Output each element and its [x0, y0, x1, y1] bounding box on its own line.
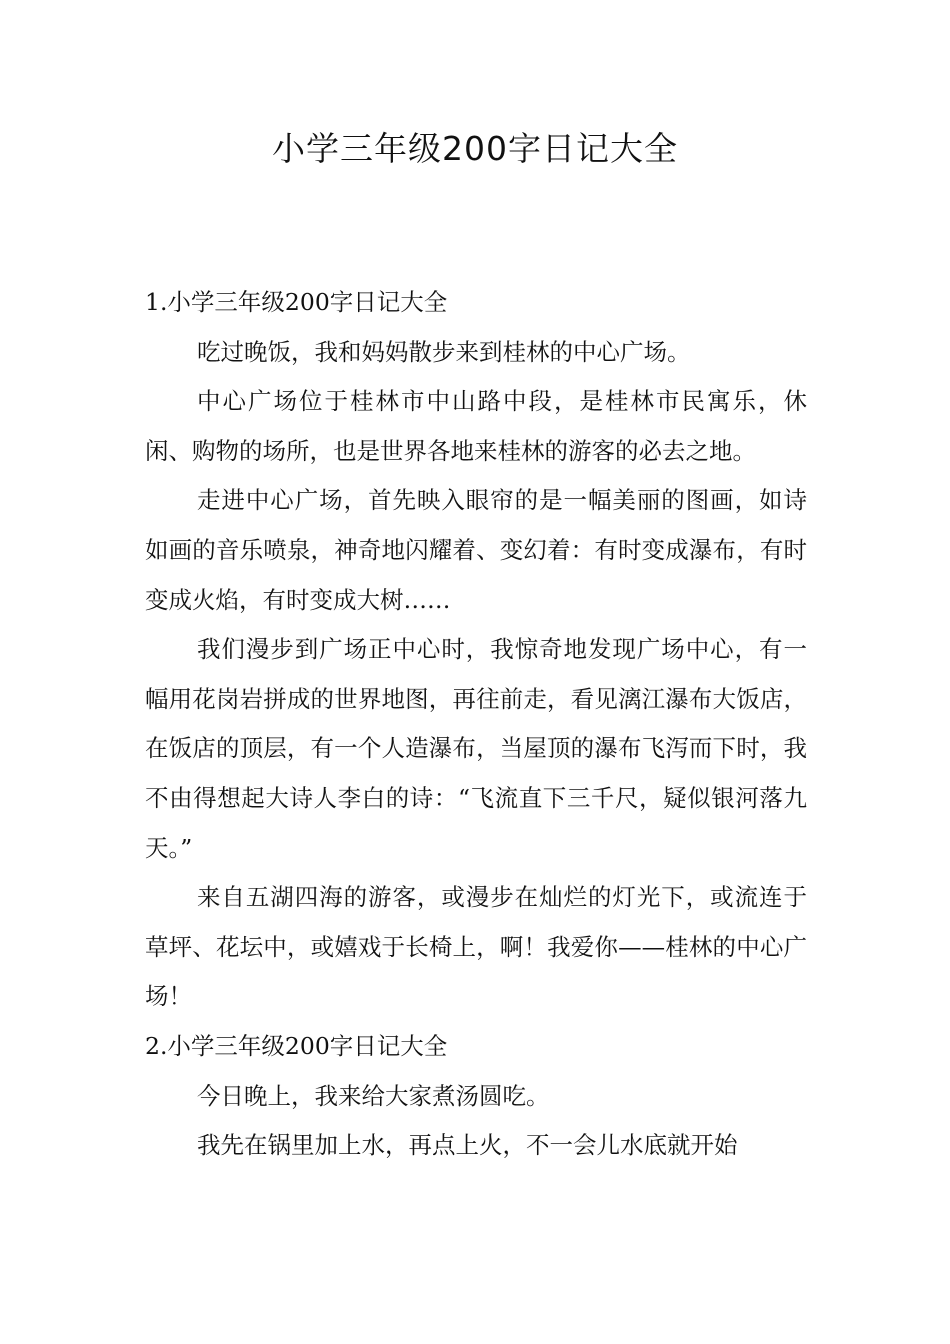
document-title: 小学三年级200字日记大全 — [272, 129, 678, 168]
paragraph: 中心广场位于桂林市中山路中段，是桂林市民寓乐，休闲、购物的场所，也是世界各地来桂林的游客的必去之地。 — [145, 387, 807, 465]
paragraph: 吃过晚饭，我和妈妈散步来到桂林的中心广场。 — [197, 337, 691, 366]
paragraph: 走进中心广场，首先映入眼帘的是一幅美丽的图画，如诗如画的音乐喷泉，神奇地闪耀着、变幻着：有时变成瀑布，有时变成火焰，有时变成大树…… — [145, 486, 807, 614]
paragraph: 今日晚上，我来给大家煮汤圆吃。 — [197, 1081, 550, 1110]
section-heading: 2.小学三年级200字日记大全 — [145, 1031, 448, 1060]
section-heading: 1.小学三年级200字日记大全 — [145, 288, 448, 316]
document-body — [145, 278, 807, 1171]
paragraph: 我们漫步到广场正中心时，我惊奇地发现广场中心，有一幅用花岗岩拼成的世界地图，再往前走，看见漓江瀑布大饭店，在饭店的顶层，有一个人造瀑布，当屋顶的瀑布飞泻而下时，我不由得想起大诗人李白的诗：“飞流直下三千尺，疑似银河落九天。” — [145, 635, 807, 862]
paragraph: 我先在锅里加上水，再点上火，不一会儿水底就开始 — [197, 1131, 738, 1160]
paragraph: 来自五湖四海的游客，或漫步在灿烂的灯光下，或流连于草坪、花坛中，或嬉戏于长椅上，啊！我爱你——桂林的中心广场！ — [145, 883, 807, 1011]
